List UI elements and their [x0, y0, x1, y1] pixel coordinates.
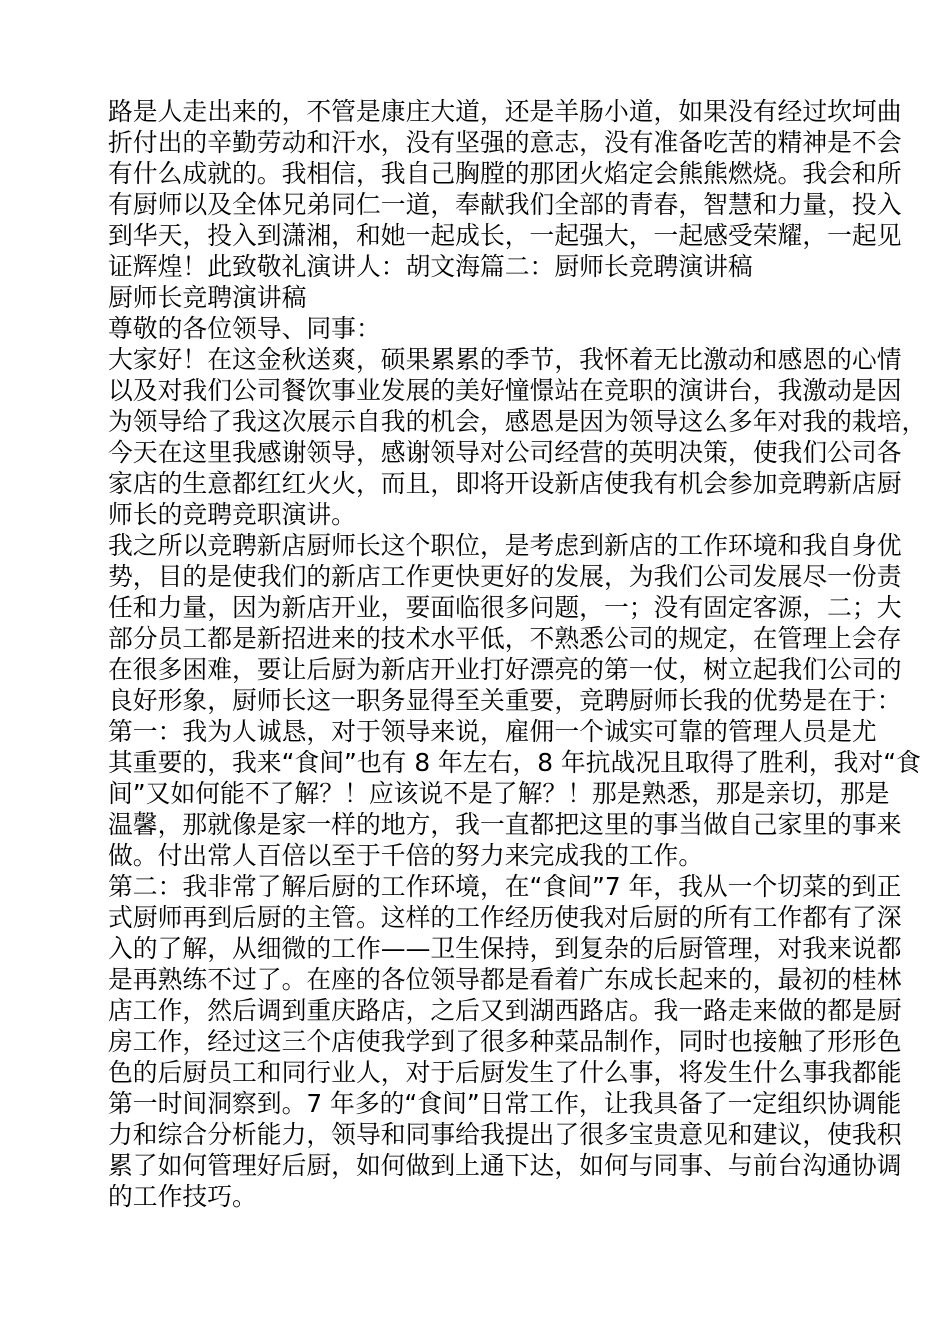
text-line: 在很多困难，要让后厨为新店开业打好漂亮的第一仗，树立起我们公司的 — [108, 655, 902, 684]
document-page — [108, 96, 927, 1212]
text-line: 路是人走出来的，不管是康庄大道，还是羊肠小道，如果没有经过坎坷曲 — [108, 97, 902, 126]
text-line: 部分员工都是新招进来的技术水平低，不熟悉公司的规定，在管理上会存 — [108, 624, 902, 653]
paragraph-title — [108, 282, 858, 313]
paragraph-first-point — [108, 716, 921, 871]
text-line: 良好形象，厨师长这一职务显得至关重要，竞聘厨师长我的优势是在于： — [108, 686, 902, 715]
text-line: 色的后厨员工和同行业人，对于后厨发生了什么事，将发生什么事我都能 — [108, 1058, 902, 1087]
text-line: 折付出的辛勤劳动和汗水，没有坚强的意志，没有准备吃苦的精神是不会 — [108, 128, 902, 157]
text-line: 房工作，经过这三个店使我学到了很多种菜品制作，同时也接触了形形色 — [108, 1027, 902, 1056]
text-line: 的工作技巧。 — [108, 1182, 257, 1211]
text-line: 力和综合分析能力，领导和同事给我提出了很多宝贵意见和建议，使我积 — [108, 1120, 902, 1149]
text-line: 做。付出常人百倍以至于千倍的努力来完成我的工作。 — [108, 841, 704, 870]
text-line: 第二：我非常了解后厨的工作环境，在“食间”7 年，我从一个切菜的到正 — [108, 872, 902, 901]
text-line: 以及对我们公司餐饮事业发展的美好憧憬站在竞职的演讲台，我激动是因 — [108, 376, 902, 405]
text-line: 大家好！在这金秋送爽，硕果累累的季节，我怀着无比激动和感恩的心情 — [108, 345, 902, 374]
text-line: 是再熟练不过了。在座的各位领导都是看着广东成长起来的，最初的桂林 — [108, 965, 902, 994]
text-line: 有厨师以及全体兄弟同仁一道，奉献我们全部的青春，智慧和力量，投入 — [108, 190, 902, 219]
text-line: 任和力量，因为新店开业，要面临很多问题，一；没有固定客源，二；大 — [108, 593, 902, 622]
text-line: 我之所以竞聘新店厨师长这个职位，是考虑到新店的工作环境和我自身优 — [108, 531, 902, 560]
paragraph-greeting — [108, 344, 927, 530]
text-line: 到华天，投入到潇湘，和她一起成长，一起强大，一起感受荣耀，一起见 — [108, 221, 902, 250]
text-line: 厨师长竞聘演讲稿 — [108, 283, 307, 312]
paragraph-second-point — [108, 871, 902, 1212]
text-line: 第一：我为人诚恳，对于领导来说，雇佣一个诚实可靠的管理人员是尤 — [108, 717, 877, 746]
text-line: 温馨，那就像是家一样的地方，我一直都把这里的事当做自己家里的事来 — [108, 810, 902, 839]
text-line: 间”又如何能不了解？！应该说不是了解？！那是熟悉，那是亲切，那是 — [108, 779, 890, 808]
text-line: 其重要的，我来“食间”也有 8 年左右，8 年抗战况且取得了胜利，我对“食 — [108, 748, 921, 777]
text-line: 师长的竞聘竞职演讲。 — [108, 500, 356, 529]
text-line: 式厨师再到后厨的主管。这样的工作经历使我对后厨的所有工作都有了深 — [108, 903, 902, 932]
text-line: 累了如何管理好后厨，如何做到上通下达，如何与同事、与前台沟通协调 — [108, 1151, 902, 1180]
text-line: 尊敬的各位领导、同事： — [108, 314, 381, 343]
text-line: 证辉煌！此致敬礼演讲人：胡文海篇二：厨师长竞聘演讲稿 — [108, 252, 753, 281]
text-line: 今天在这里我感谢领导，感谢领导对公司经营的英明决策，使我们公司各 — [108, 438, 902, 467]
paragraph-reason — [108, 530, 902, 716]
paragraph-1 — [108, 96, 902, 282]
text-line: 家店的生意都红红火火，而且，即将开设新店使我有机会参加竞聘新店厨 — [108, 469, 902, 498]
text-line: 店工作，然后调到重庆路店，之后又到湖西路店。我一路走来做的都是厨 — [108, 996, 902, 1025]
text-line: 为领导给了我这次展示自我的机会，感恩是因为领导这么多年对我的栽培， — [108, 407, 927, 436]
text-line: 第一时间洞察到。7 年多的“食间”日常工作，让我具备了一定组织协调能 — [108, 1089, 902, 1118]
paragraph-salutation — [108, 313, 858, 344]
text-line: 势，目的是使我们的新店工作更快更好的发展，为我们公司发展尽一份责 — [108, 562, 902, 591]
text-line: 有什么成就的。我相信，我自己胸膛的那团火焰定会熊熊燃烧。我会和所 — [108, 159, 902, 188]
text-line: 入的了解，从细微的工作——卫生保持，到复杂的后厨管理，对我来说都 — [108, 934, 902, 963]
